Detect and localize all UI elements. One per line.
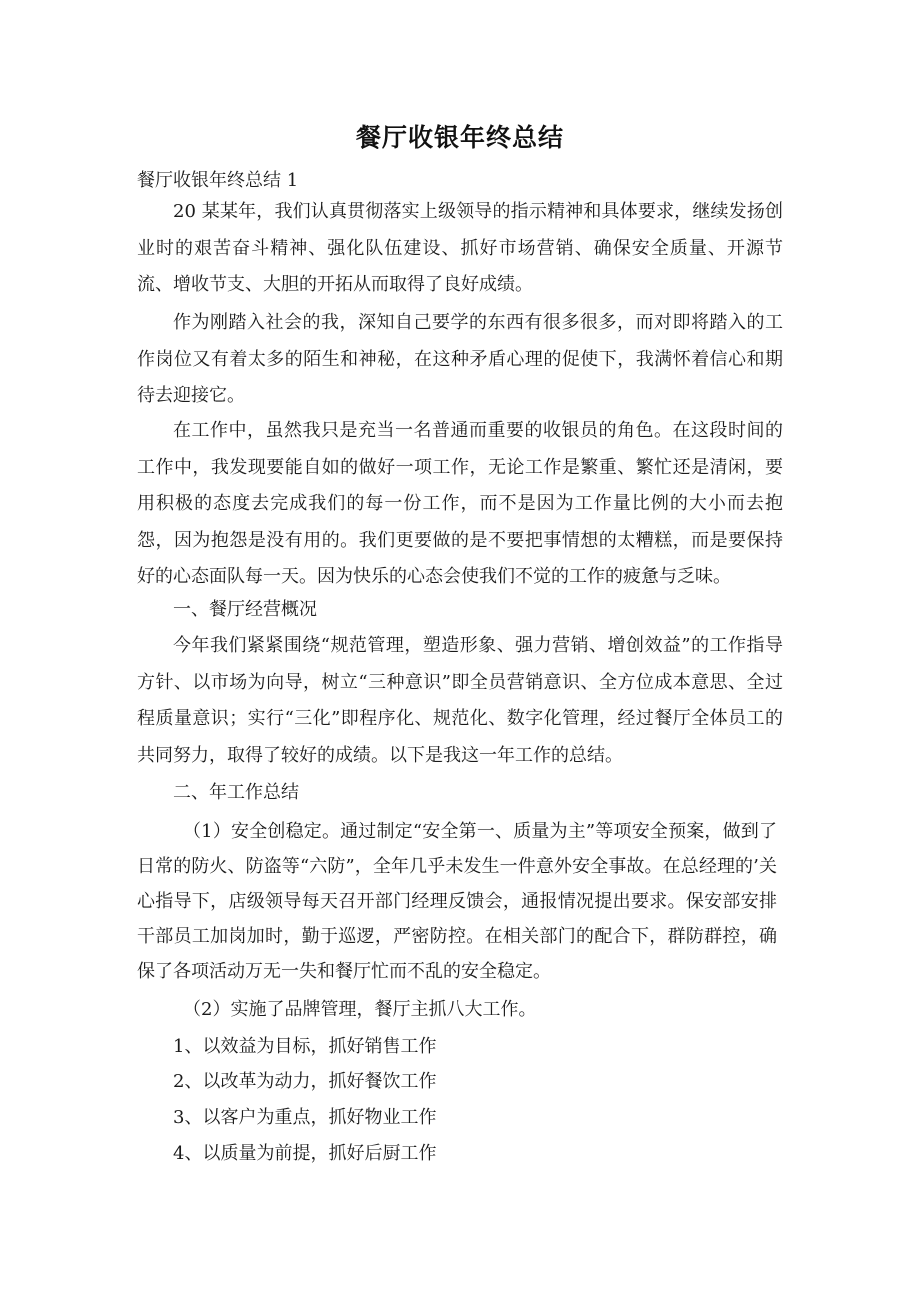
brand-management-line: （2）实施了品牌管理，餐厅主抓八大工作。 (183, 999, 537, 1020)
document-subtitle: 餐厅收银年终总结 1 (137, 170, 299, 191)
list-item: 3、以客户为重点，抓好物业工作 (173, 1107, 437, 1128)
list-item: 2、以改革为动力，抓好餐饮工作 (173, 1071, 437, 1092)
section-heading-operations: 一、餐厅经营概况 (173, 599, 317, 620)
operations-paragraph: 今年我们紧紧围绕“规范管理，塑造形象、强力营销、增创效益”的工作指导方针、以市场为向导，树立“三种意识”即全员营销意识、全方位成本意思、全过程质量意识；实行“三化”即程序化、规范化、数字化管理，经过餐厅全体员工的共同努力，取得了较好的成绩。以下是我这一年工作的总结。 (137, 635, 783, 766)
newcomer-paragraph: 作为刚踏入社会的我，深知自己要学的东西有很多很多，而对即将踏入的工作岗位又有着太多的陌生和神秘，在这种矛盾心理的促使下，我满怀着信心和期待去迎接它。 (137, 312, 783, 407)
list-item: 1、以效益为目标，抓好销售工作 (173, 1036, 437, 1057)
list-item: 4、以质量为前提，抓好后厨工作 (173, 1143, 437, 1164)
safety-paragraph: （1）安全创稳定。通过制定“安全第一、质量为主”等项安全预案，做到了日常的防火、防盗等“六防”，全年几乎未发生一件意外安全事故。在总经理的’关心指导下，店级领导每天召开部门经理反馈会，通报情况提出要求。保安部安排干部员工加岗加时，勤于巡逻，严密防控。在相关部门的配合下，群防群控，确保了各项活动万无一失和餐厅忙而不乱的安全稳定。 (137, 821, 777, 982)
work-attitude-paragraph: 在工作中，虽然我只是充当一名普通而重要的收银员的角色。在这段时间的工作中，我发现要能自如的做好一项工作，无论工作是繁重、繁忙还是清闲，要用积极的态度去完成我们的每一份工作，而不是因为工作量比例的大小而去抱怨，因为抱怨是没有用的。我们更要做的是不要把事情想的太糟糕，而是要保持好的心态面队每一天。因为快乐的心态会使我们不觉的工作的疲惫与乏味。 (137, 420, 783, 588)
document-title: 餐厅收银年终总结 (355, 123, 564, 152)
section-heading-annual-summary: 二、年工作总结 (173, 782, 299, 803)
intro-paragraph: 20 某某年，我们认真贯彻落实上级领导的指示精神和具体要求，继续发扬创业时的艰苦奋斗精神、强化队伍建设、抓好市场营销、确保安全质量、开源节流、增收节支、大胆的开拓从而取得了良好成绩。 (137, 201, 783, 296)
